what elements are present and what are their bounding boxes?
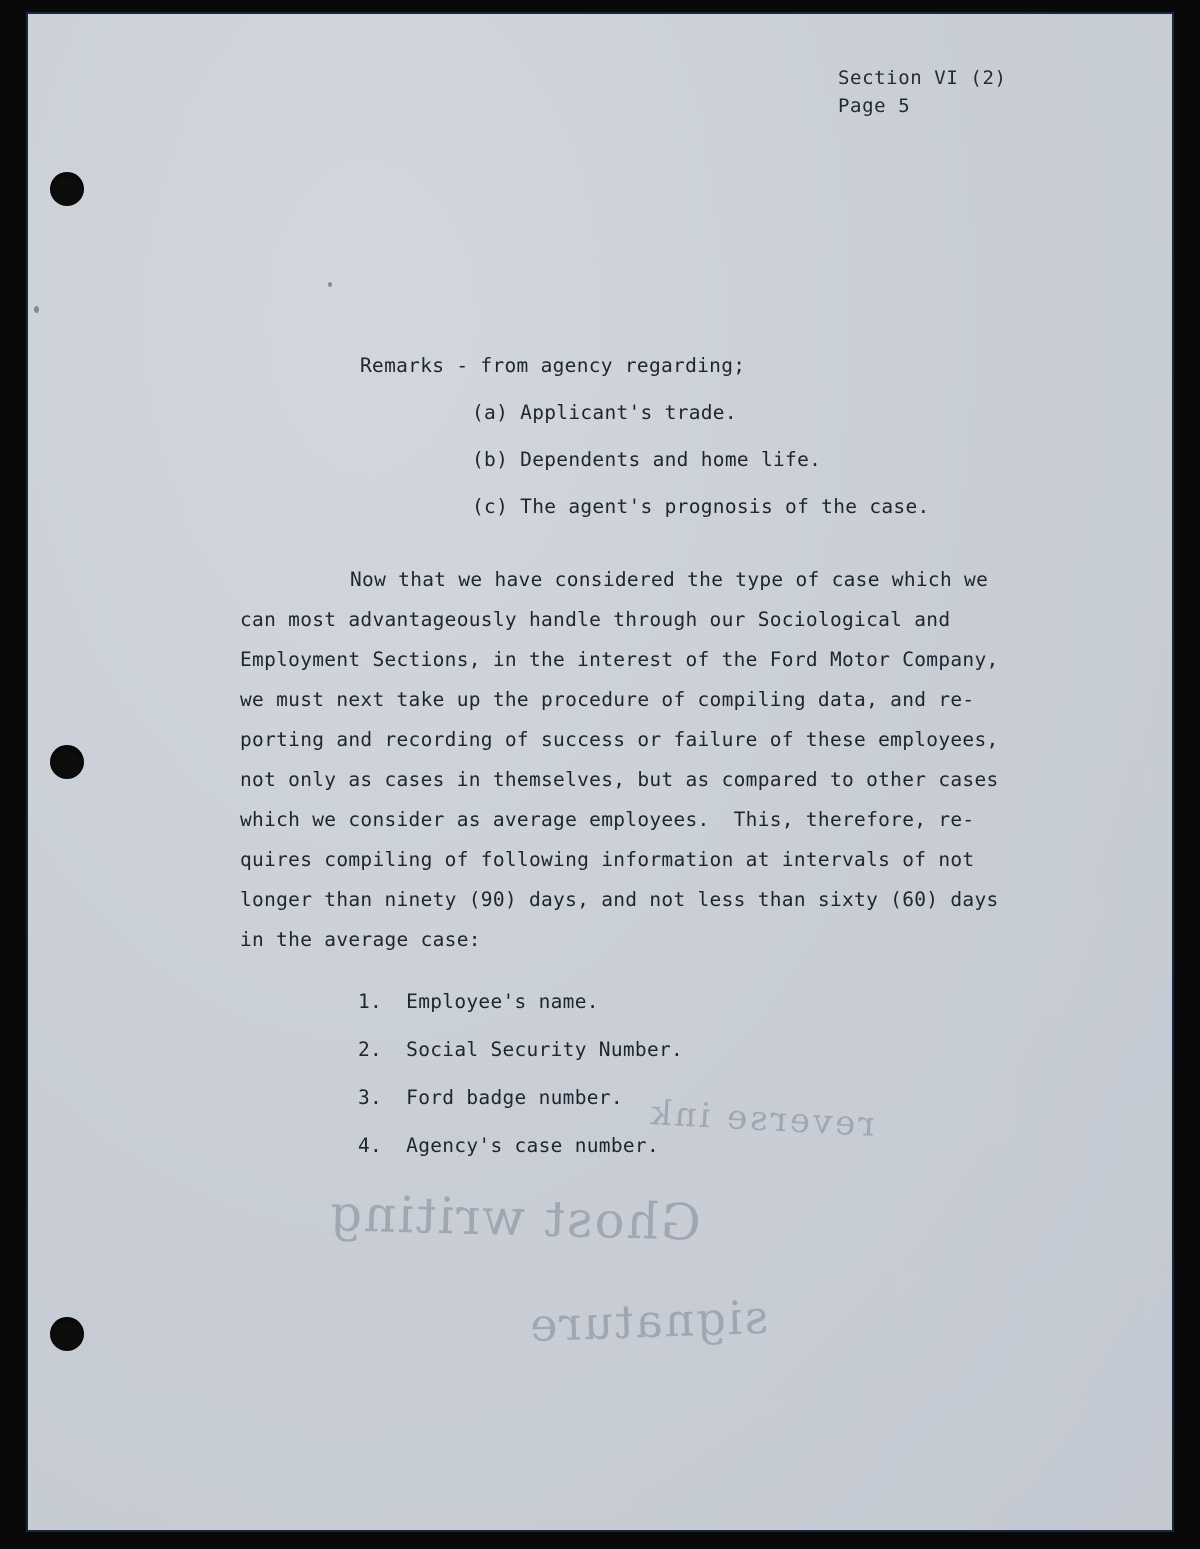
paragraph-line: porting and recording of success or failure of these employees, bbox=[240, 728, 999, 751]
item-8-sublist bbox=[472, 401, 1000, 518]
paragraph-line: longer than ninety (90) days, and not less than sixty (60) days bbox=[240, 888, 999, 911]
document-body bbox=[240, 354, 1000, 1182]
paragraph-line: quires compiling of following information at intervals of not bbox=[240, 848, 975, 871]
paragraph-line: we must next take up the procedure of compiling data, and re- bbox=[240, 688, 975, 711]
list-item: (b) Dependents and home life. bbox=[472, 448, 822, 471]
list-item: (c) The agent's prognosis of the case. bbox=[472, 495, 930, 518]
numbered-list bbox=[358, 990, 1000, 1157]
list-item: 2. Social Security Number. bbox=[358, 1038, 684, 1061]
body-paragraph bbox=[240, 560, 1000, 960]
paragraph-line: which we consider as average employees. This, therefore, re- bbox=[240, 808, 975, 831]
paragraph-line: Now that we have considered the type of case which we bbox=[350, 568, 989, 591]
paragraph-line: in the average case: bbox=[240, 928, 481, 951]
list-item: (a) Applicant's trade. bbox=[472, 401, 737, 424]
paragraph-line: not only as cases in themselves, but as compared to other cases bbox=[240, 768, 999, 791]
hole-punch-middle bbox=[50, 745, 84, 779]
bleed-through-text: Ghost writing bbox=[327, 1184, 702, 1252]
item-8-text: Remarks - from agency regarding; bbox=[360, 354, 746, 377]
paragraph-line: Employment Sections, in the interest of the Ford Motor Company, bbox=[240, 648, 999, 671]
hole-punch-bottom bbox=[50, 1317, 84, 1351]
paragraph-line: can most advantageously handle through our Sociological and bbox=[240, 608, 951, 631]
document-page bbox=[28, 14, 1172, 1530]
header-section-label: Section VI (2) bbox=[838, 67, 1007, 89]
hole-punch-top bbox=[50, 172, 84, 206]
list-item: 3. Ford badge number. bbox=[358, 1086, 623, 1109]
paper-speck bbox=[34, 306, 39, 313]
page-header bbox=[838, 64, 1007, 120]
header-page-number: Page 5 bbox=[838, 95, 911, 117]
paper-speck bbox=[328, 282, 332, 287]
list-item-8 bbox=[360, 354, 1000, 377]
list-item: 4. Agency's case number. bbox=[358, 1134, 659, 1157]
bleed-through-text: reverse ink bbox=[647, 1093, 876, 1145]
bleed-through-text: signature bbox=[527, 1289, 770, 1353]
list-item: 1. Employee's name. bbox=[358, 990, 599, 1013]
